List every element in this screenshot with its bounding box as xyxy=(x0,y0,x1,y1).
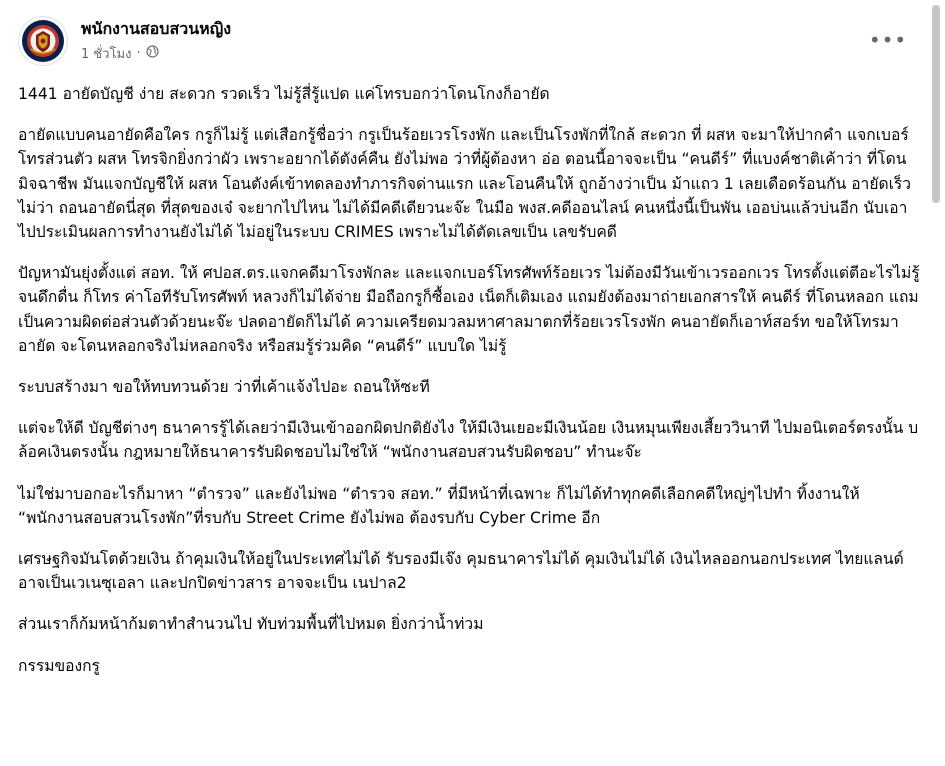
post-header xyxy=(18,16,908,68)
avatar[interactable] xyxy=(18,16,68,66)
meta-separator: · xyxy=(136,46,141,61)
post-paragraph: แต่จะให้ดี บัญชีต่างๆ ธนาคารรู้ได้เลยว่ามีเงินเข้าออกผิดปกติยังไง ให้มีเงินเยอะมีเงินน้อย เงินหมุนเพียงเสี้ยววินาที ไปมอนิเตอร์ตรงนั้น บล้อคเงินตรงนั้น กฎหมายให้ธนาคารรับผิดชอบไม่ใช่ให้ “พนักงานสอบสวนรับผิดชอบ” ทำนะจ๊ะ xyxy=(18,419,919,462)
post-paragraph: ปัญหามันยุ่งตั้งแต่ สอท. ให้ ศปอส.ตร.แจกคดีมาโรงพักละ และแจกเบอร์โทรศัพท์ร้อยเวร ไม่ต้องมีวันเข้าเวรออกเวร โทรตั้งแต่ตีอะไรไม่รู้ จนดึกดื่น ก็โทร ค่าโอทีรับโทรศัพท์ หลวงก็ไม่ได้จ่าย มือถือกรูก็ซื้อเอง เน็ตก็เติมเอง แถมยังต้องมาถ่ายเอกสารให้ คนดีร์ ที่โดนหลอก แถมเป็นความผิดต่อส่วนตัวด้วยนะจ๊ะ ปลดอายัดก็ไม่ได้ ความเครียดมวลมหาศาลมาตกที่ร้อยเวรโรงพัก คนอายัดก็เอาท์สอร์ท ขอให้โทรมาอายัด จะโดนหลอกจริงไม่หลอกจริง หรือสมรู้ร่วมคิด “คนดีร์” แบบใด ไม่รู้ xyxy=(18,264,920,355)
post-timestamp[interactable]: 1 ชั่วโมง xyxy=(81,47,132,62)
post-paragraph: เศรษฐกิจมันโตด้วยเงิน ถ้าคุมเงินให้อยู่ในประเทศไม่ได้ รับรองมีเจ๊ง คุมธนาคารไม่ได้ คุมเงินไม่ได้ เงินไหลออกนอกประเทศ ไทยแลนด์ อาจเป็นเวเนซุเอลา และปกปิดข่าวสาร อาจจะเป็น เนปาล2 xyxy=(18,550,904,593)
post-paragraph: อายัดแบบคนอายัดคือใคร กรูก็ไม่รู้ แต่เสือกรู้ชื่อว่า กรูเป็นร้อยเวรโรงพัก และเป็นโรงพักที่ใกล้ สะดวก ที่ ผสห จะมาให้ปากคำ แจกเบอร์โทรส่วนตัว ผสห โทรจิกยิ่งกว่าผัว เพราะอยากได้ตังค์คืน ยังไม่พอ ว่าที่ผู้ต้องหา อ่อ ตอนนี้อาจจะเป็น “คนดีร์” ที่แบงค์ชาติเค้าว่า ที่โดน มิจฉาชีพ มันแจกบัญชีให้ ผสห โอนตังค์เข้าทดลองทำภารกิจด่านแรก และโอนคืนให้ ถูกอ้างว่าเป็น ม้าแถว 1 เลยเดือดร้อนกัน อายัดเร็วไม่ว่า ถอนอายัดนี่สุด ที่สุดของเจ๋ จะยากไปไหน ไม่ได้มีคดีเดียวนะจ๊ะ ในมือ พงส.คดีออนไลน์ คนหนึ่งนี้เป็นพัน เออบ่นแล้วบ่นอีก นับเอาไปประเมินผลการทำงานยังไม่ได้ ไม่อยู่ในระบบ CRIMES เพราะไม่ได้ตัดเลขเป็น เลขรับคดี xyxy=(18,126,912,242)
scrollbar[interactable] xyxy=(931,0,941,766)
post-paragraph: กรรมของกรู xyxy=(18,656,100,675)
post-content xyxy=(18,82,922,695)
author-name[interactable]: พนักงานสอบสวนหญิง xyxy=(81,19,232,38)
police-emblem-icon xyxy=(21,19,65,63)
scrollbar-thumb[interactable] xyxy=(932,5,940,203)
more-icon: ••• xyxy=(868,28,908,52)
post-paragraph: 1441 อายัดบัญชี ง่าย สะดวก รวดเร็ว ไม่รู้สี่รู้แปด แค่โทรบอกว่าโดนโกงก็อายัด xyxy=(18,85,550,103)
more-options-button[interactable] xyxy=(868,26,908,54)
post-paragraph: ส่วนเราก็ก้มหน้าก้มตาทำสำนวนไป ทับท่วมพื้นที่ไปหมด ยิ่งกว่าน้ำท่วม xyxy=(18,615,484,634)
post-paragraph: ระบบสร้างมา ขอให้ทบทวนด้วย ว่าที่เค้าแจ้งไปอะ ถอนให้ซะที xyxy=(18,378,430,397)
post-paragraph: ไม่ใช่มาบอกอะไรก็มาหา “ตำรวจ” และยังไม่พอ “ตำรวจ สอท.” ที่มีหน้าที่เฉพาะ ก็ไม่ได้ทำทุกคดีเลือกคดีใหญ่ๆไปทำ ทิ้งงานให้ “พนักงานสอบสวนโรงพัก”ที่รบกับ Street Crime ยังไม่พอ ต้องรบกับ Cyber Crime อีก xyxy=(18,484,860,527)
globe-icon[interactable] xyxy=(146,45,159,62)
post-meta xyxy=(81,43,159,64)
